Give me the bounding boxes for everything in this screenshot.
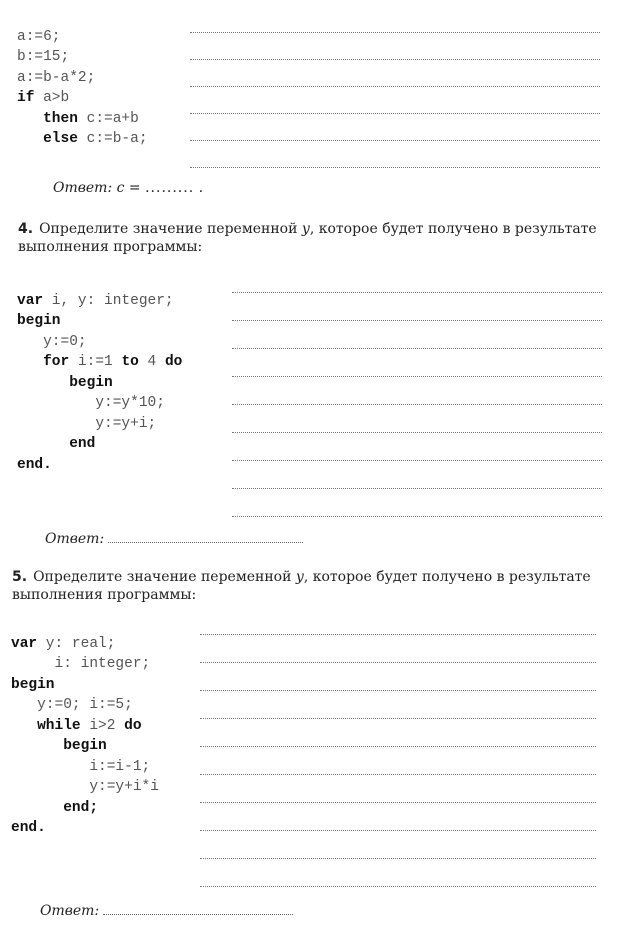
- keyword-if: if: [17, 90, 35, 106]
- statement: y:=y*10;: [95, 395, 165, 411]
- answer-line[interactable]: [200, 858, 596, 859]
- task4-variable: y: [301, 221, 310, 237]
- else-statement: c:=b-a;: [77, 131, 148, 147]
- for-limit: 4: [138, 354, 165, 370]
- var-declaration: y: real;: [37, 635, 116, 652]
- task4-text-after: , которое будет получено в результате выполнения программы:: [18, 221, 597, 255]
- answer-line[interactable]: [200, 718, 596, 719]
- answer-line[interactable]: [232, 460, 602, 461]
- answer-line[interactable]: [232, 292, 602, 293]
- answer-line[interactable]: [190, 167, 600, 168]
- keyword-begin: begin: [11, 676, 55, 693]
- answer-line[interactable]: [190, 86, 600, 87]
- task5-text-before: Определите значение переменной: [33, 569, 296, 585]
- code-line-begin: [11, 675, 159, 696]
- keyword-do: do: [124, 717, 142, 734]
- answer-line[interactable]: [200, 662, 596, 663]
- code-block-task4: [17, 270, 182, 496]
- keyword-end: end: [69, 436, 96, 452]
- var-declaration: i, y: integer;: [43, 292, 174, 309]
- then-statement: c:=a+b: [77, 110, 139, 127]
- answer-line[interactable]: [200, 886, 596, 887]
- code-line: a:=b-a*2;: [17, 69, 96, 86]
- keyword-for: for: [43, 354, 70, 370]
- for-assign: i:=1: [69, 354, 122, 370]
- keyword-else: else: [43, 131, 78, 147]
- answer-fill[interactable]: [108, 530, 303, 543]
- answer-line[interactable]: [200, 774, 596, 775]
- code-line: [17, 414, 182, 435]
- statement: y:=0; i:=5;: [37, 697, 133, 713]
- code-block-task5: [11, 613, 159, 859]
- answer-line[interactable]: [232, 432, 602, 433]
- code-line: [17, 393, 182, 414]
- keyword-while: while: [37, 717, 81, 734]
- code-line: [17, 332, 182, 353]
- answer-line[interactable]: [190, 113, 600, 114]
- answer-label: Ответ: с =: [53, 180, 141, 196]
- code-line-then: [17, 109, 148, 130]
- code-line-end: [11, 818, 159, 839]
- answer-fill[interactable]: .........: [145, 180, 195, 196]
- keyword-begin: begin: [63, 738, 107, 754]
- code-line-if: [17, 88, 148, 109]
- code-line-var: [17, 291, 182, 312]
- if-condition: a>b: [34, 90, 70, 106]
- keyword-do: do: [164, 354, 183, 370]
- code-line-inner-end: [11, 798, 159, 819]
- keyword-to: to: [121, 354, 139, 370]
- keyword-var: var: [17, 292, 44, 309]
- answer-line[interactable]: [232, 320, 602, 321]
- code-line: [11, 695, 159, 716]
- keyword-end: end;: [63, 799, 99, 816]
- answer-line[interactable]: [190, 59, 600, 60]
- answer-label: Ответ:: [40, 903, 100, 919]
- task5-number: 5.: [12, 569, 28, 585]
- code-line: [11, 757, 159, 778]
- code-block-task3: [17, 6, 148, 170]
- code-line-end: [17, 455, 182, 476]
- code-line: [11, 654, 159, 675]
- answer-end: .: [198, 180, 204, 196]
- answer-line[interactable]: [232, 488, 602, 489]
- code-line: [11, 777, 159, 798]
- code-line-while: [11, 716, 159, 737]
- keyword-var: var: [11, 635, 38, 652]
- answer-line[interactable]: [200, 746, 596, 747]
- answer-line[interactable]: [200, 830, 596, 831]
- answer-line[interactable]: [232, 348, 602, 349]
- task4-number: 4.: [18, 221, 34, 237]
- code-line-inner-end: [17, 434, 182, 455]
- answer-line[interactable]: [232, 404, 602, 405]
- keyword-begin: begin: [69, 374, 113, 391]
- answer-fill[interactable]: [103, 902, 293, 915]
- answer-line[interactable]: [232, 516, 602, 517]
- answer-line[interactable]: [232, 376, 602, 377]
- keyword-then: then: [43, 110, 78, 127]
- keyword-end: end.: [17, 456, 52, 473]
- answer-line[interactable]: [200, 634, 596, 635]
- keyword-end: end.: [11, 820, 46, 836]
- code-line-inner-begin: [17, 373, 182, 394]
- answer-task5: [40, 902, 293, 919]
- task4-text-before: Определите значение переменной: [39, 221, 302, 237]
- task5-statement: [12, 568, 602, 604]
- code-line-inner-begin: [11, 736, 159, 757]
- code-line: a:=6;: [17, 28, 61, 45]
- statement: y:=y+i;: [95, 415, 157, 432]
- task5-variable: y: [295, 569, 304, 585]
- answer-task3: [53, 180, 203, 196]
- statement: y:=0;: [43, 333, 87, 350]
- var-declaration: i: integer;: [54, 656, 151, 672]
- answer-line[interactable]: [190, 140, 600, 141]
- answer-line[interactable]: [200, 690, 596, 691]
- answer-task4: [45, 530, 303, 547]
- code-line-for: [17, 352, 182, 373]
- code-line-begin: [17, 311, 182, 332]
- code-line-else: [17, 129, 148, 150]
- task4-statement: [18, 220, 603, 256]
- while-condition: i>2: [80, 717, 125, 734]
- statement: y:=y+i*i: [89, 779, 159, 795]
- answer-line[interactable]: [190, 32, 600, 33]
- code-line: b:=15;: [17, 49, 70, 65]
- answer-line[interactable]: [200, 802, 596, 803]
- statement: i:=i-1;: [89, 758, 151, 775]
- task5-text-after: , которое будет получено в результате выполнения программы:: [12, 569, 591, 603]
- keyword-begin: begin: [17, 313, 61, 329]
- code-line-var: [11, 634, 159, 655]
- answer-label: Ответ:: [45, 531, 105, 547]
